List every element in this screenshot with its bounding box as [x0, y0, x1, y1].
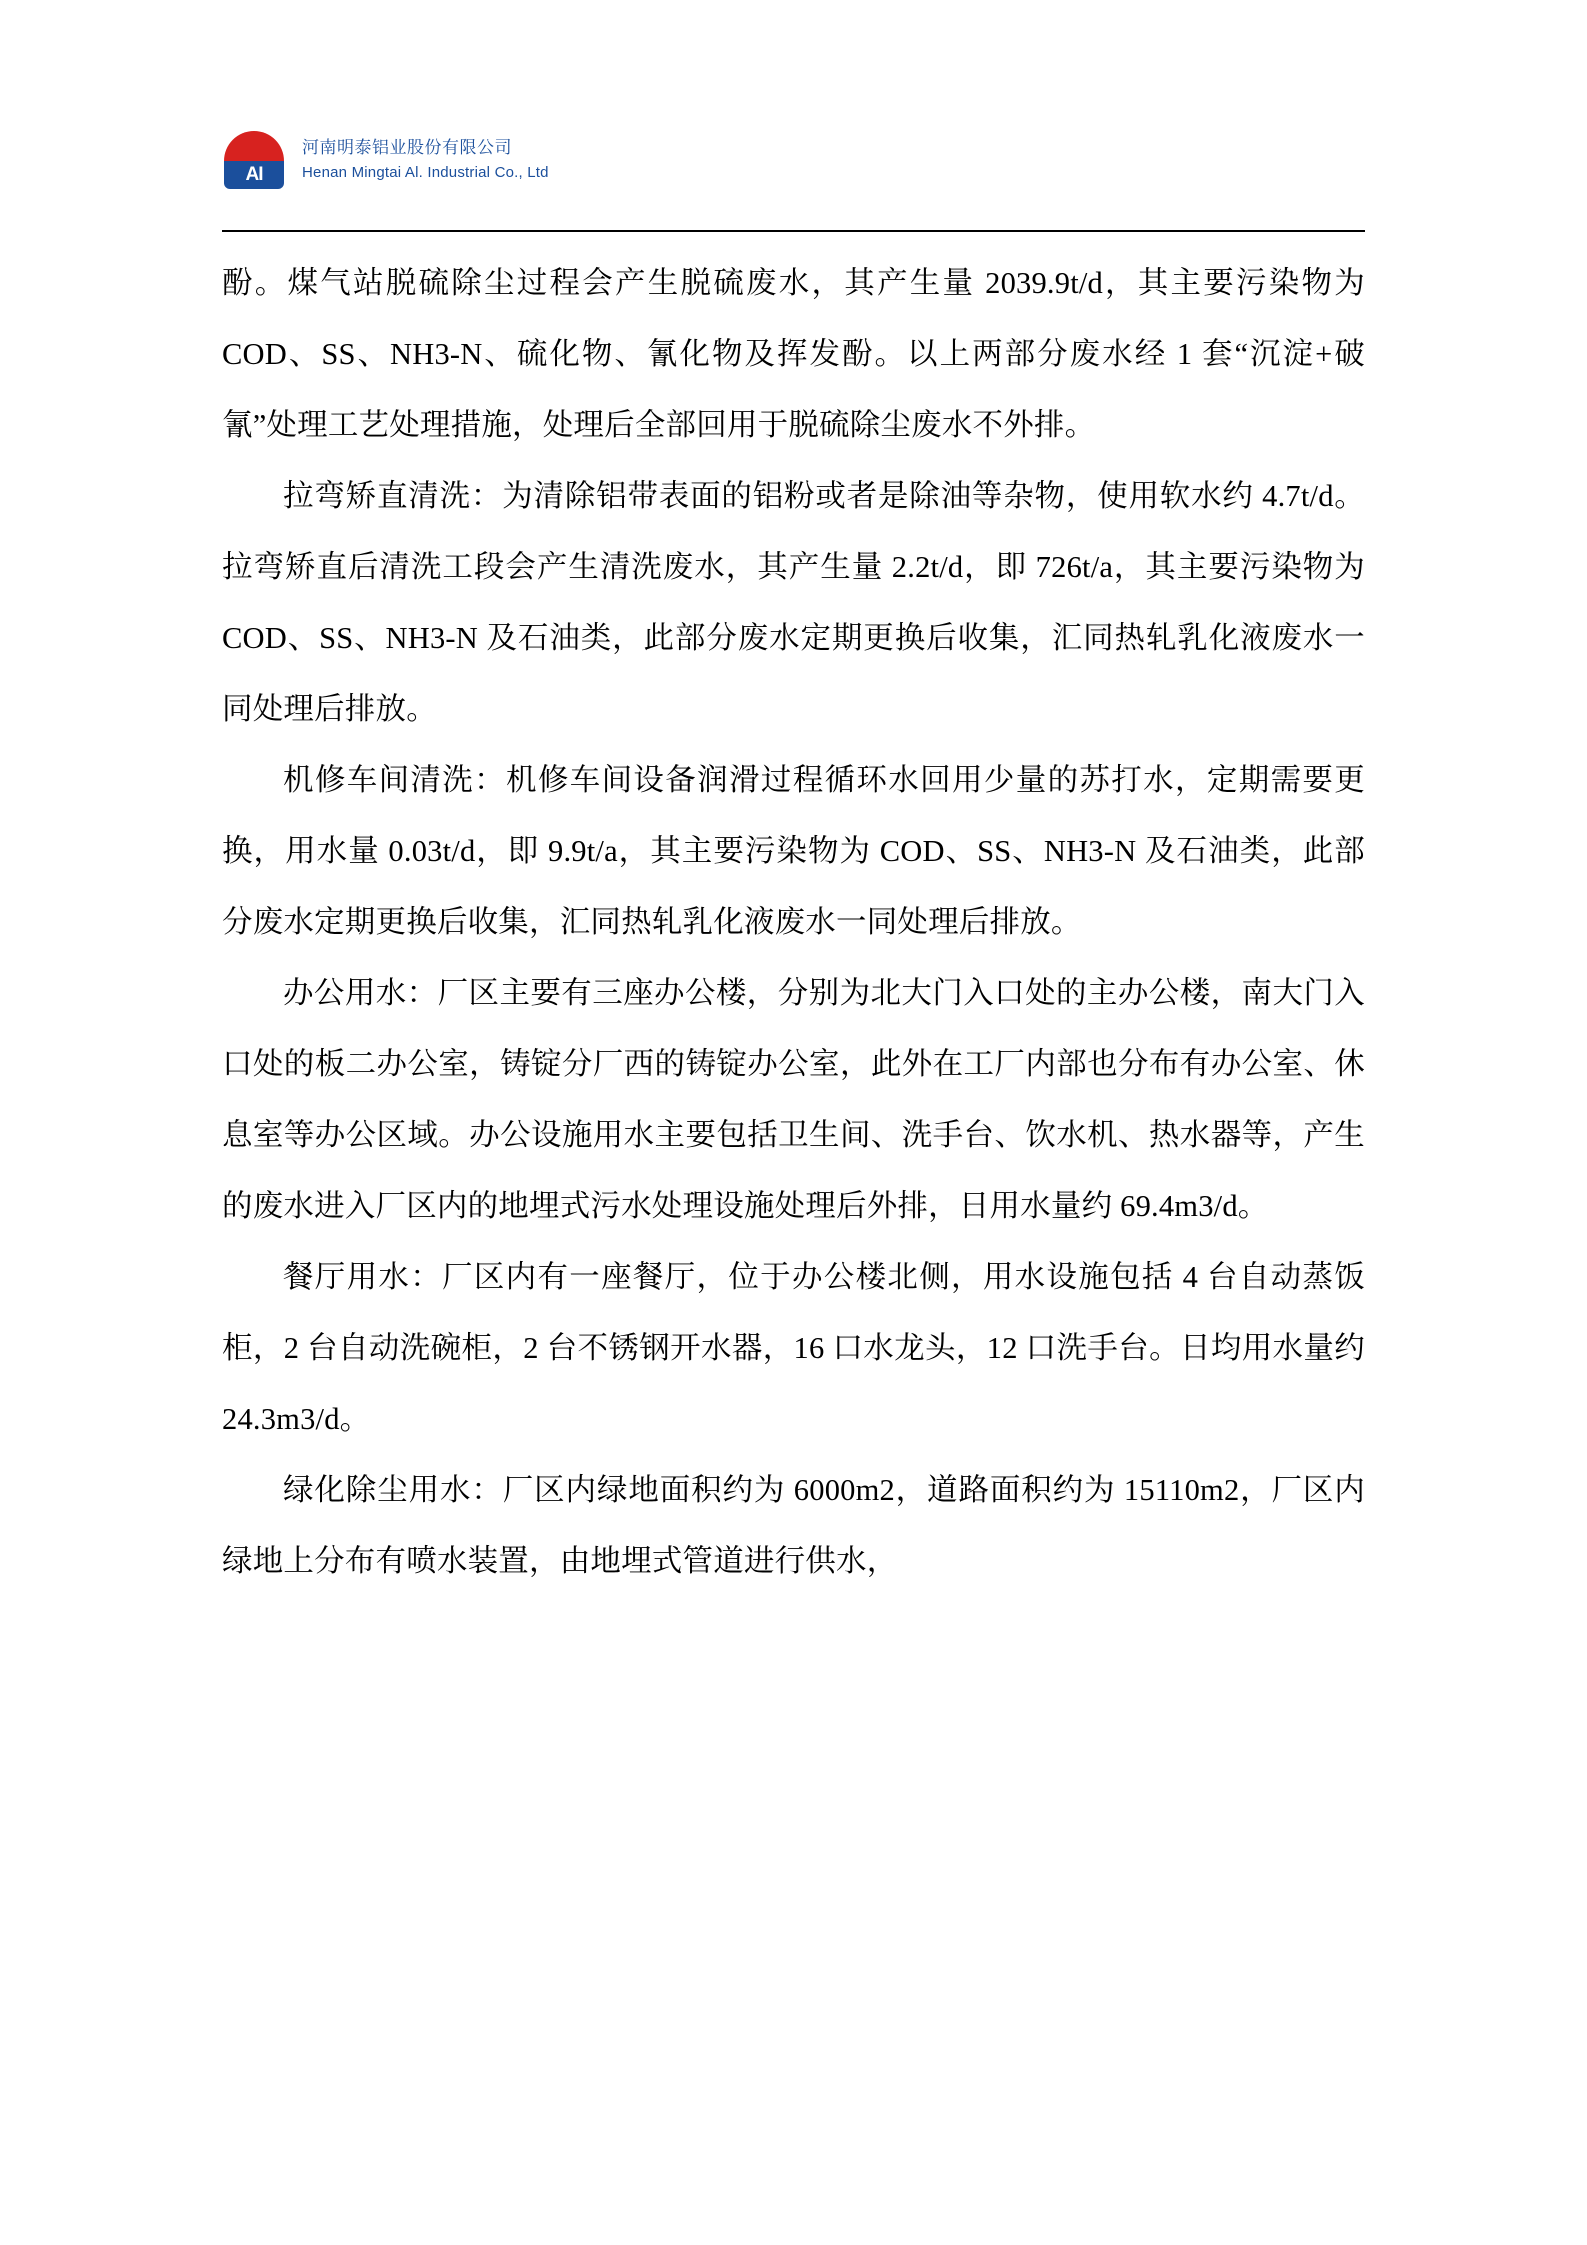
document-body	[222, 248, 1365, 1597]
paragraph-straightening-cleaning: 拉弯矫直清洗：为清除铝带表面的铝粉或者是除油等杂物，使用软水约 4.7t/d。拉弯矫直后清洗工段会产生清洗废水，其产生量 2.2t/d，即 726t/a，其主要污染物为 COD、SS、NH3-N 及石油类，此部分废水定期更换后收集，汇同热轧乳化液废水一同处理后排放。	[222, 479, 1365, 726]
logo-top-shape	[224, 131, 284, 161]
paragraph-office-water: 办公用水：厂区主要有三座办公楼，分别为北大门入口处的主办公楼，南大门入口处的板二办公室，铸锭分厂西的铸锭办公室，此外在工厂内部也分布有办公室、休息室等办公区域。办公设施用水主要包括卫生间、洗手台、饮水机、热水器等，产生的废水进入厂区内的地埋式污水处理设施处理后外排，日用水量约 69.4m3/d。	[222, 976, 1365, 1223]
company-name-block	[302, 135, 549, 185]
header-divider	[222, 230, 1365, 232]
document-header	[222, 120, 1362, 200]
paragraph-desulfurization: 酚。煤气站脱硫除尘过程会产生脱硫废水，其产生量 2039.9t/d，其主要污染物为 COD、SS、NH3-N、硫化物、氰化物及挥发酚。以上两部分废水经 1 套“沉淀+破氰”处理工艺处理措施，处理后全部回用于脱硫除尘废水不外排。	[222, 266, 1365, 442]
mingtai-logo-icon	[222, 127, 288, 193]
logo-mark-text: AI	[245, 164, 263, 185]
company-name-en: Henan Mingtai Al. Industrial Co., Ltd	[302, 164, 549, 181]
paragraph-greening-dust: 绿化除尘用水：厂区内绿地面积约为 6000m2，道路面积约为 15110m2，厂区内绿地上分布有喷水装置，由地埋式管道进行供水，	[222, 1473, 1365, 1578]
company-name-cn: 河南明泰铝业股份有限公司	[302, 138, 512, 157]
paragraph-canteen-water: 餐厅用水：厂区内有一座餐厅，位于办公楼北侧，用水设施包括 4 台自动蒸饭柜，2 台自动洗碗柜，2 台不锈钢开水器，16 口水龙头，12 口洗手台。日均用水量约 24.3m3/d。	[222, 1260, 1365, 1436]
paragraph-maintenance-workshop: 机修车间清洗：机修车间设备润滑过程循环水回用少量的苏打水，定期需要更换，用水量 0.03t/d，即 9.9t/a，其主要污染物为 COD、SS、NH3-N 及石油类，此部分废水定期更换后收集，汇同热轧乳化液废水一同处理后排放。	[222, 763, 1365, 939]
